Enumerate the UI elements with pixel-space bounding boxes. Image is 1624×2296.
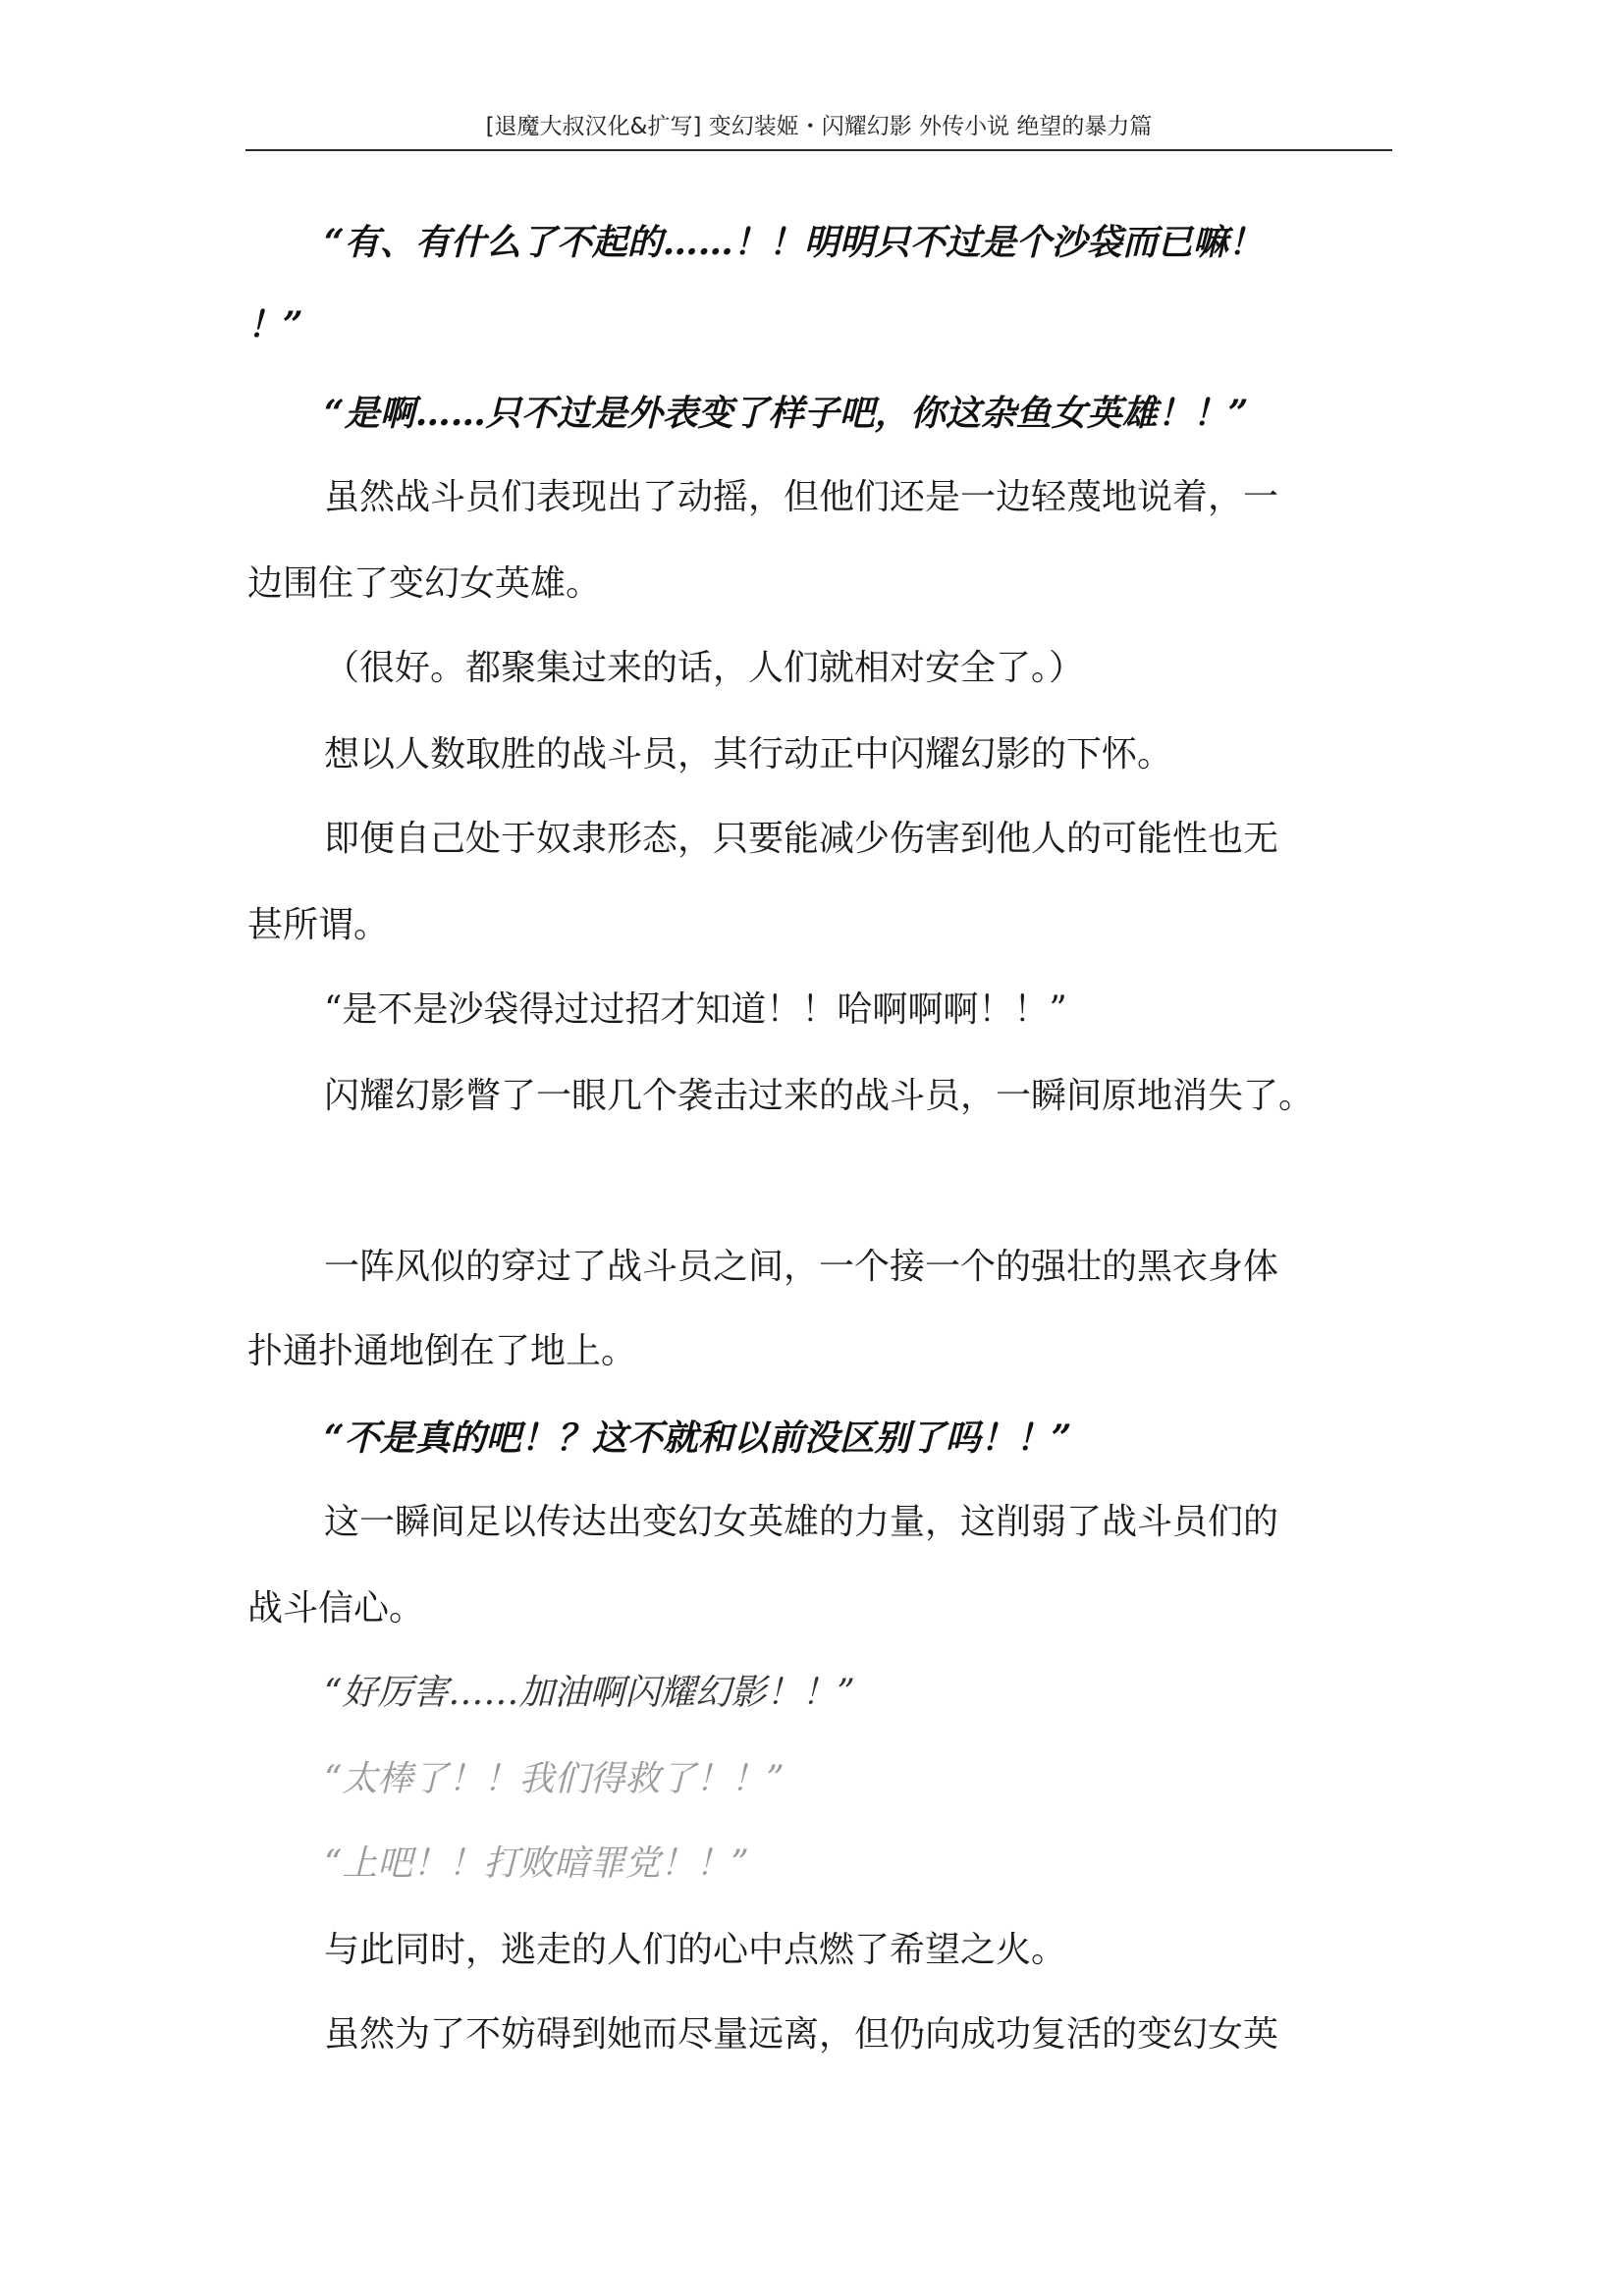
header-divider: [245, 149, 1392, 151]
dialog-line: “不是真的吧！？这不就和以前没区别了吗！！”: [324, 1417, 1072, 1459]
paragraph-line: 虽然为了不妨碍到她而尽量远离，但仍向成功复活的变幻女英: [324, 2014, 1279, 2055]
paragraph-line: 边围住了变幻女英雄。: [247, 563, 602, 604]
paragraph-line: 虽然战斗员们表现出了动摇，但他们还是一边轻蔑地说着，一: [324, 477, 1279, 517]
paragraph-line: 想以人数取胜的战斗员，其行动正中闪耀幻影的下怀。: [324, 734, 1173, 774]
dialog-line: “有、有什么了不起的……！！明明只不过是个沙袋而已嘛！: [324, 222, 1264, 263]
crowd-dialog-line: “好厉害……加油啊闪耀幻影！！”: [324, 1673, 855, 1713]
inner-thought-line: （很好。都聚集过来的话，人们就相对安全了。）: [324, 648, 1085, 688]
paragraph-line: 这一瞬间足以传达出变幻女英雄的力量，这削弱了战斗员们的: [324, 1502, 1279, 1542]
paragraph-line: 与此同时，逃走的人们的心中点燃了希望之火。: [324, 1930, 1067, 1970]
paragraph-line: 一阵风似的穿过了战斗员之间，一个接一个的强壮的黑衣身体: [324, 1247, 1279, 1287]
paragraph-line: 闪耀幻影瞥了一眼几个袭击过来的战斗员，一瞬间原地消失了。: [324, 1076, 1315, 1116]
crowd-dialog-line: “太棒了！！我们得救了！！”: [324, 1759, 785, 1799]
dialog-line: “是不是沙袋得过过招才知道！！哈啊啊啊！！”: [324, 989, 1067, 1030]
dialog-line: ！”: [247, 304, 303, 346]
paragraph-line: 战斗信心。: [247, 1588, 425, 1629]
paragraph-line: 甚所谓。: [247, 905, 390, 945]
crowd-dialog-line: “上吧！！打败暗罪党！！”: [324, 1843, 749, 1884]
paragraph-line: 即便自己处于奴隶形态，只要能减少伤害到他人的可能性也无: [324, 819, 1279, 859]
paragraph-line: 扑通扑通地倒在了地上。: [247, 1331, 637, 1371]
page-header: [退魔大叔汉化&扩写] 变幻装姬・闪耀幻影 外传小说 绝望的暴力篇: [485, 114, 1153, 139]
dialog-line: “是啊……只不过是外表变了样子吧，你这杂鱼女英雄！！”: [324, 393, 1249, 434]
